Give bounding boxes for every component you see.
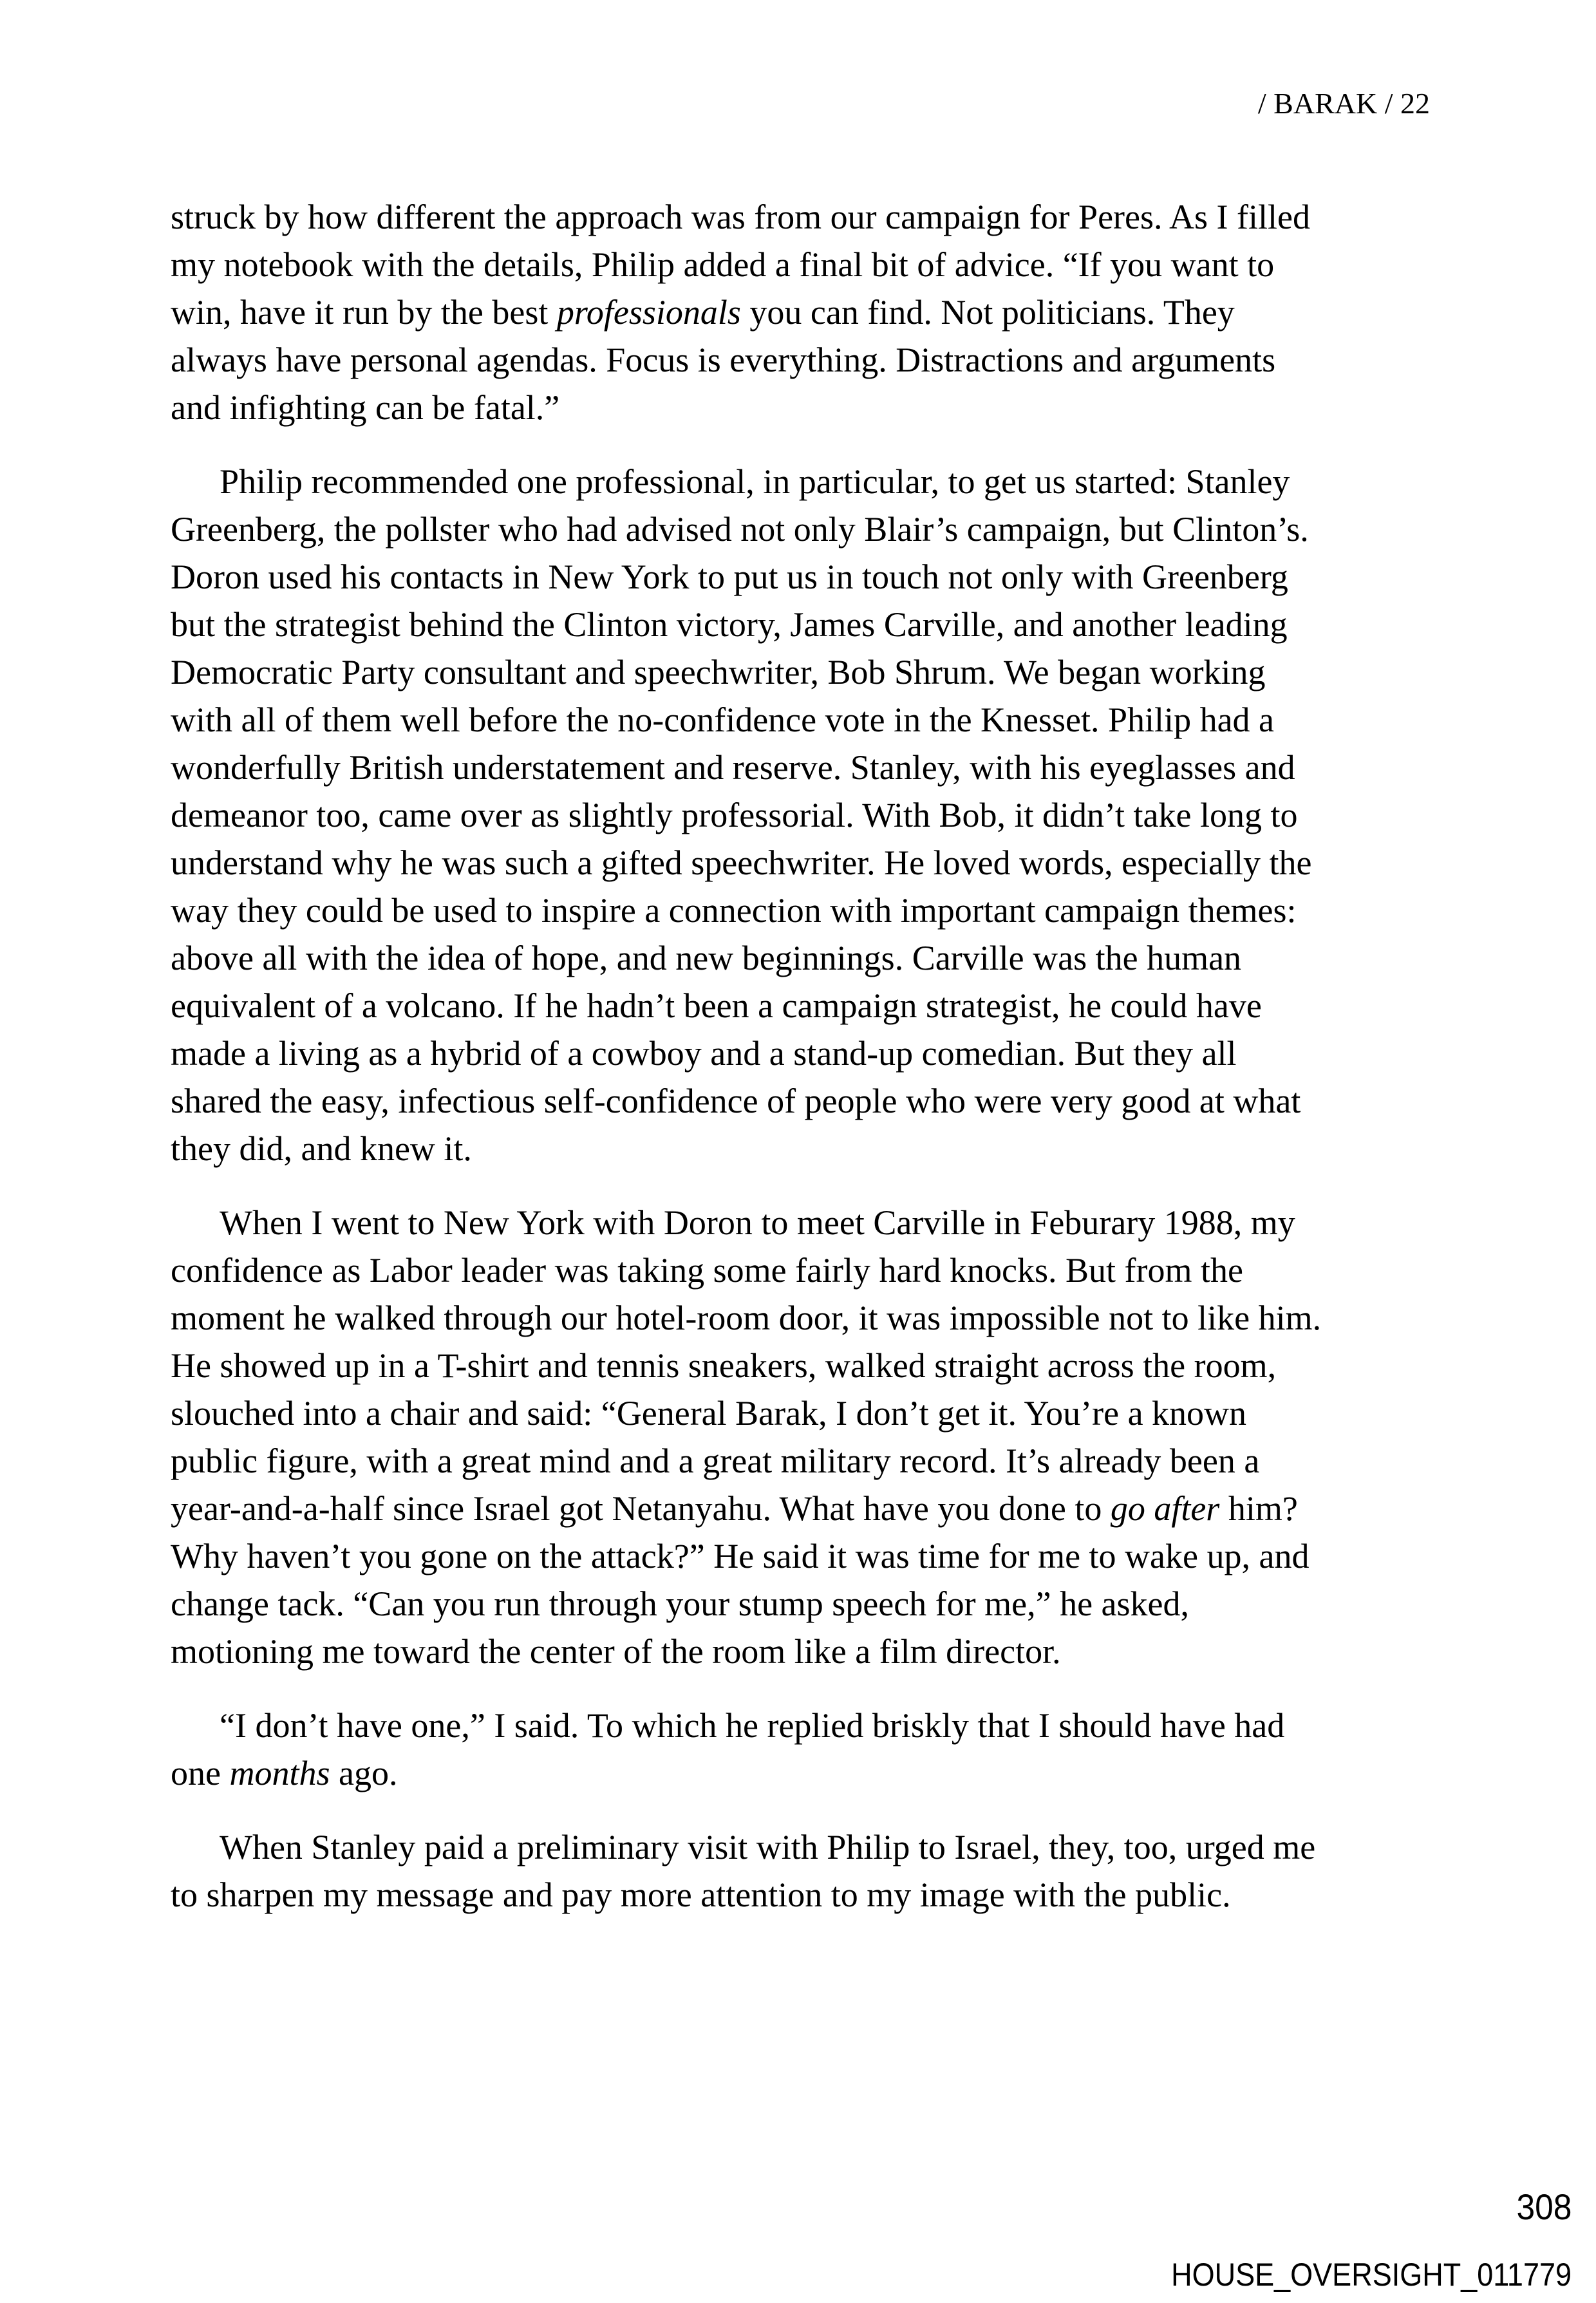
bates-number: HOUSE_OVERSIGHT_011779 (1171, 2257, 1572, 2293)
text-line (171, 553, 1432, 601)
text-line (171, 982, 1432, 1029)
text-line (171, 1749, 1432, 1797)
text-line (171, 1246, 1432, 1294)
text-line (171, 791, 1432, 839)
text-line (171, 505, 1432, 553)
text-run: with all of them well before the no-confidence vote in the Knesset. Philip had a (171, 700, 1274, 739)
text-line (171, 1823, 1432, 1871)
emphasis-text: professionals (556, 293, 741, 332)
page-number: 308 (1516, 2186, 1572, 2227)
text-line (171, 288, 1432, 336)
text-run: demeanor too, came over as slightly professorial. With Bob, it didn’t take long to (171, 796, 1298, 834)
text-line (171, 887, 1432, 934)
text-line (171, 336, 1432, 384)
text-run: Greenberg, the pollster who had advised not only Blair’s campaign, but Clinton’s. (171, 510, 1309, 549)
paragraph (171, 458, 1432, 1172)
text-run: to sharpen my message and pay more attention to my image with the public. (171, 1875, 1231, 1914)
text-run: motioning me toward the center of the room like a film director. (171, 1632, 1061, 1671)
text-run: Why haven’t you gone on the attack?” He said it was time for me to wake up, and (171, 1537, 1310, 1575)
text-run: struck by how different the approach was from our campaign for Peres. As I filled (171, 198, 1310, 236)
text-run: slouched into a chair and said: “General Barak, I don’t get it. You’re a known (171, 1394, 1247, 1433)
text-run: wonderfully British understatement and reserve. Stanley, with his eyeglasses and (171, 748, 1295, 787)
text-run: way they could be used to inspire a connection with important campaign themes: (171, 891, 1297, 930)
paragraph (171, 1199, 1432, 1675)
text-line (171, 1532, 1432, 1580)
body-text (171, 193, 1432, 1945)
text-run: change tack. “Can you run through your stump speech for me,” he asked, (171, 1584, 1190, 1623)
text-run: Doron used his contacts in New York to put us in touch not only with Greenberg (171, 558, 1288, 596)
text-line (171, 648, 1432, 696)
text-line (171, 601, 1432, 648)
text-run: moment he walked through our hotel-room door, it was impossible not to like him. (171, 1299, 1322, 1337)
text-run: but the strategist behind the Clinton victory, James Carville, and another leading (171, 605, 1288, 644)
text-run: He showed up in a T-shirt and tennis sneakers, walked straight across the room, (171, 1346, 1277, 1385)
text-run: made a living as a hybrid of a cowboy and a stand-up comedian. But they all (171, 1034, 1237, 1073)
paragraph (171, 1823, 1432, 1919)
text-run: Philip recommended one professional, in particular, to get us started: Stanley (220, 462, 1290, 501)
text-line (171, 1871, 1432, 1919)
text-line (171, 839, 1432, 887)
text-run: and infighting can be fatal.” (171, 388, 560, 427)
paragraph (171, 1702, 1432, 1797)
emphasis-text: months (229, 1754, 330, 1792)
text-line (171, 934, 1432, 982)
text-line (171, 384, 1432, 431)
text-run: him? (1219, 1489, 1298, 1528)
text-line (171, 744, 1432, 791)
text-line (171, 1437, 1432, 1485)
text-line (171, 1199, 1432, 1246)
text-run: ago. (330, 1754, 398, 1792)
text-line (171, 1029, 1432, 1077)
text-line (171, 1702, 1432, 1749)
text-line (171, 241, 1432, 288)
text-run: “I don’t have one,” I said. To which he replied briskly that I should have had (220, 1706, 1285, 1745)
running-head: / BARAK / 22 (1257, 87, 1430, 120)
text-run: When Stanley paid a preliminary visit with Philip to Israel, they, too, urged me (220, 1828, 1316, 1866)
text-line (171, 1125, 1432, 1172)
text-line (171, 696, 1432, 744)
text-line (171, 1628, 1432, 1675)
text-run: win, have it run by the best (171, 293, 557, 332)
text-line (171, 458, 1432, 505)
text-line (171, 1294, 1432, 1342)
text-run: When I went to New York with Doron to meet Carville in Feburary 1988, my (220, 1203, 1295, 1242)
text-line (171, 1580, 1432, 1628)
text-run: public figure, with a great mind and a great military record. It’s already been a (171, 1442, 1260, 1480)
text-run: you can find. Not politicians. They (740, 293, 1235, 332)
text-run: my notebook with the details, Philip added a final bit of advice. “If you want to (171, 245, 1275, 284)
text-line (171, 1077, 1432, 1125)
text-run: equivalent of a volcano. If he hadn’t been a campaign strategist, he could have (171, 986, 1262, 1025)
text-run: confidence as Labor leader was taking some fairly hard knocks. But from the (171, 1251, 1243, 1290)
text-run: always have personal agendas. Focus is everything. Distractions and arguments (171, 341, 1276, 379)
emphasis-text: go after (1110, 1489, 1220, 1528)
text-run: understand why he was such a gifted speechwriter. He loved words, especially the (171, 843, 1312, 882)
text-run: above all with the idea of hope, and new beginnings. Carville was the human (171, 939, 1242, 977)
text-run: they did, and knew it. (171, 1129, 472, 1168)
text-line (171, 1485, 1432, 1532)
text-run: Democratic Party consultant and speechwriter, Bob Shrum. We began working (171, 653, 1266, 691)
text-run: one (171, 1754, 230, 1792)
paragraph (171, 193, 1432, 431)
text-line (171, 1389, 1432, 1437)
text-run: shared the easy, infectious self-confidence of people who were very good at what (171, 1082, 1301, 1120)
text-run: year-and-a-half since Israel got Netanyahu. What have you done to (171, 1489, 1111, 1528)
text-line (171, 1342, 1432, 1389)
text-line (171, 193, 1432, 241)
